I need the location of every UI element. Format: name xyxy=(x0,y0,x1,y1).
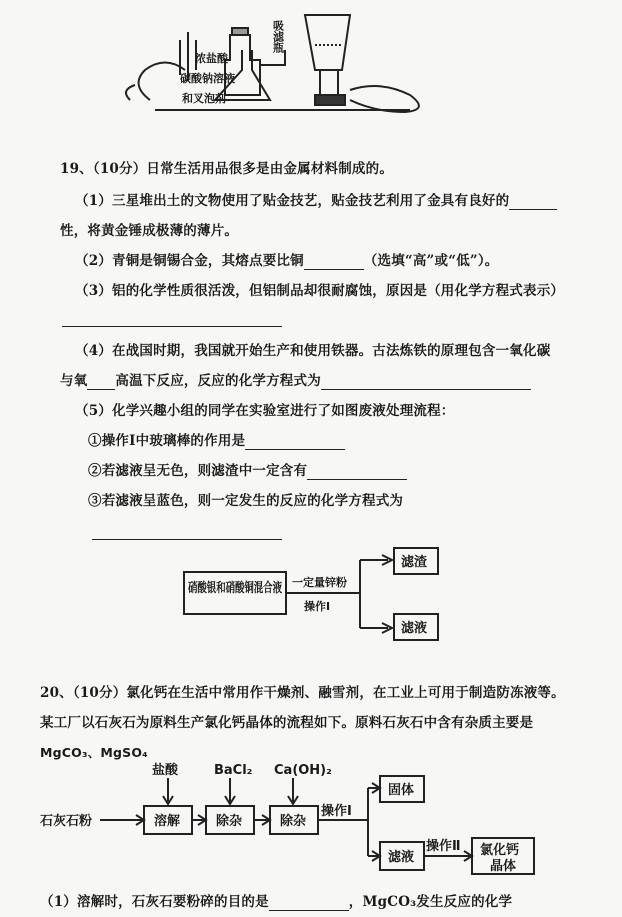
q19-part1-text-a: （1）三星堆出土的文物使用了贴金技艺，贴金技艺利用了金具有良好的 xyxy=(75,193,510,209)
q19-source-label: 硝酸银和硝酸铜混合液 xyxy=(188,581,319,596)
q19-part2-tail: （选填“高”或“低”）。 xyxy=(363,253,499,269)
q20-op1-label: 操作Ⅰ xyxy=(321,804,352,819)
apparatus-label-1: 浓盐酸 xyxy=(195,52,228,65)
q19-part1-line1 xyxy=(75,192,557,210)
q19-part4-mid: 高温下反应，反应的化学方程式为 xyxy=(115,373,321,389)
q20-line3: MgCO₃、MgSO₄ xyxy=(40,745,148,760)
q20-reagent3: Ca(OH)₂ xyxy=(274,763,332,778)
q20-box2-label: 除杂 xyxy=(216,814,243,829)
q19-part4-line1: （4）在战国时期，我国就开始生产和使用铁器。古法炼铁的原理包含一氧化碳 xyxy=(75,343,551,359)
q19-part2-blank[interactable] xyxy=(304,255,364,270)
q20-box1-label: 溶解 xyxy=(154,814,181,829)
q19-part5-2-blank[interactable] xyxy=(307,465,407,480)
q20-product-label-1: 氯化钙 xyxy=(480,843,520,858)
q20-solid-label: 固体 xyxy=(388,783,415,798)
q20-part1-text: （1）溶解时，石灰石要粉碎的目的是 xyxy=(40,894,269,910)
q19-part4-line2 xyxy=(60,372,531,390)
q20-part1-tail: ，MgCO₃发生反应的化学 xyxy=(348,894,513,910)
q20-part1-blank[interactable] xyxy=(269,896,349,911)
q19-part5-2 xyxy=(88,462,407,480)
q20-product-label-2: 晶体 xyxy=(490,859,517,874)
q20-part1 xyxy=(40,893,512,911)
q20-filtrate-label: 滤液 xyxy=(388,850,415,865)
q19-part4-blank-a[interactable] xyxy=(87,375,115,390)
q19-part4-pre: 与氧 xyxy=(60,373,88,389)
q19-part5-1-text: ①操作Ⅰ中玻璃棒的作用是 xyxy=(88,433,246,449)
q20-start-label: 石灰石粉 xyxy=(40,814,93,829)
q19-header: 19、（10分）日常生活用品很多是由金属材料制成的。 xyxy=(60,161,394,177)
q20-reagent2: BaCl₂ xyxy=(214,763,253,778)
q19-part5-2-text: ②若滤液呈无色，则滤渣中一定含有 xyxy=(88,463,308,479)
q20-header: 20、（10分）氯化钙在生活中常用作干燥剂、融雪剂，在工业上可用于制造防冻液等。 xyxy=(40,685,565,701)
q20-line2: 某工厂以石灰石为原料生产氯化钙晶体的流程如下。原料石灰石中含有杂质主要是 xyxy=(40,715,534,731)
q19-part2 xyxy=(75,252,499,270)
q19-part5-3: ③若滤液呈蓝色，则一定发生的反应的化学方程式为 xyxy=(88,493,404,509)
q19-part5: （5）化学兴趣小组的同学在实验室进行了如图废液处理流程： xyxy=(75,403,455,419)
q20-op2-label: 操作Ⅱ xyxy=(426,839,461,854)
q19-step-bottom: 操作Ⅰ xyxy=(304,600,331,613)
q19-out1-label: 滤渣 xyxy=(401,555,428,570)
q19-part3: （3）铝的化学性质很活泼，但铝制品却很耐腐蚀，原因是（用化学方程式表示） xyxy=(75,283,565,299)
apparatus-label-3: 和叉泡剂 xyxy=(182,92,226,105)
q19-part5-1-blank[interactable] xyxy=(245,435,345,450)
q19-part1-blank[interactable] xyxy=(509,195,557,210)
q19-part5-1 xyxy=(88,432,345,450)
q19-part1-line2: 性，将黄金锤成极薄的薄片。 xyxy=(60,223,239,239)
q20-box3-label: 除杂 xyxy=(280,814,307,829)
q19-part4-blank-b[interactable] xyxy=(321,375,531,390)
apparatus-figure xyxy=(110,0,450,125)
q19-part2-text: （2）青铜是铜锡合金，其熔点要比铜 xyxy=(75,253,304,269)
q20-reagent1: 盐酸 xyxy=(152,763,179,778)
q20-flow-diagram xyxy=(38,758,558,878)
q19-out2-label: 滤液 xyxy=(401,621,428,636)
q19-part3-blank[interactable] xyxy=(62,312,282,327)
q19-flow-diagram xyxy=(170,538,450,648)
q19-step-top: 一定量锌粉 xyxy=(292,576,347,589)
apparatus-label-2: 碳酸钠溶液 xyxy=(180,72,235,85)
apparatus-label-right: 吸滤瓶 xyxy=(271,20,285,53)
